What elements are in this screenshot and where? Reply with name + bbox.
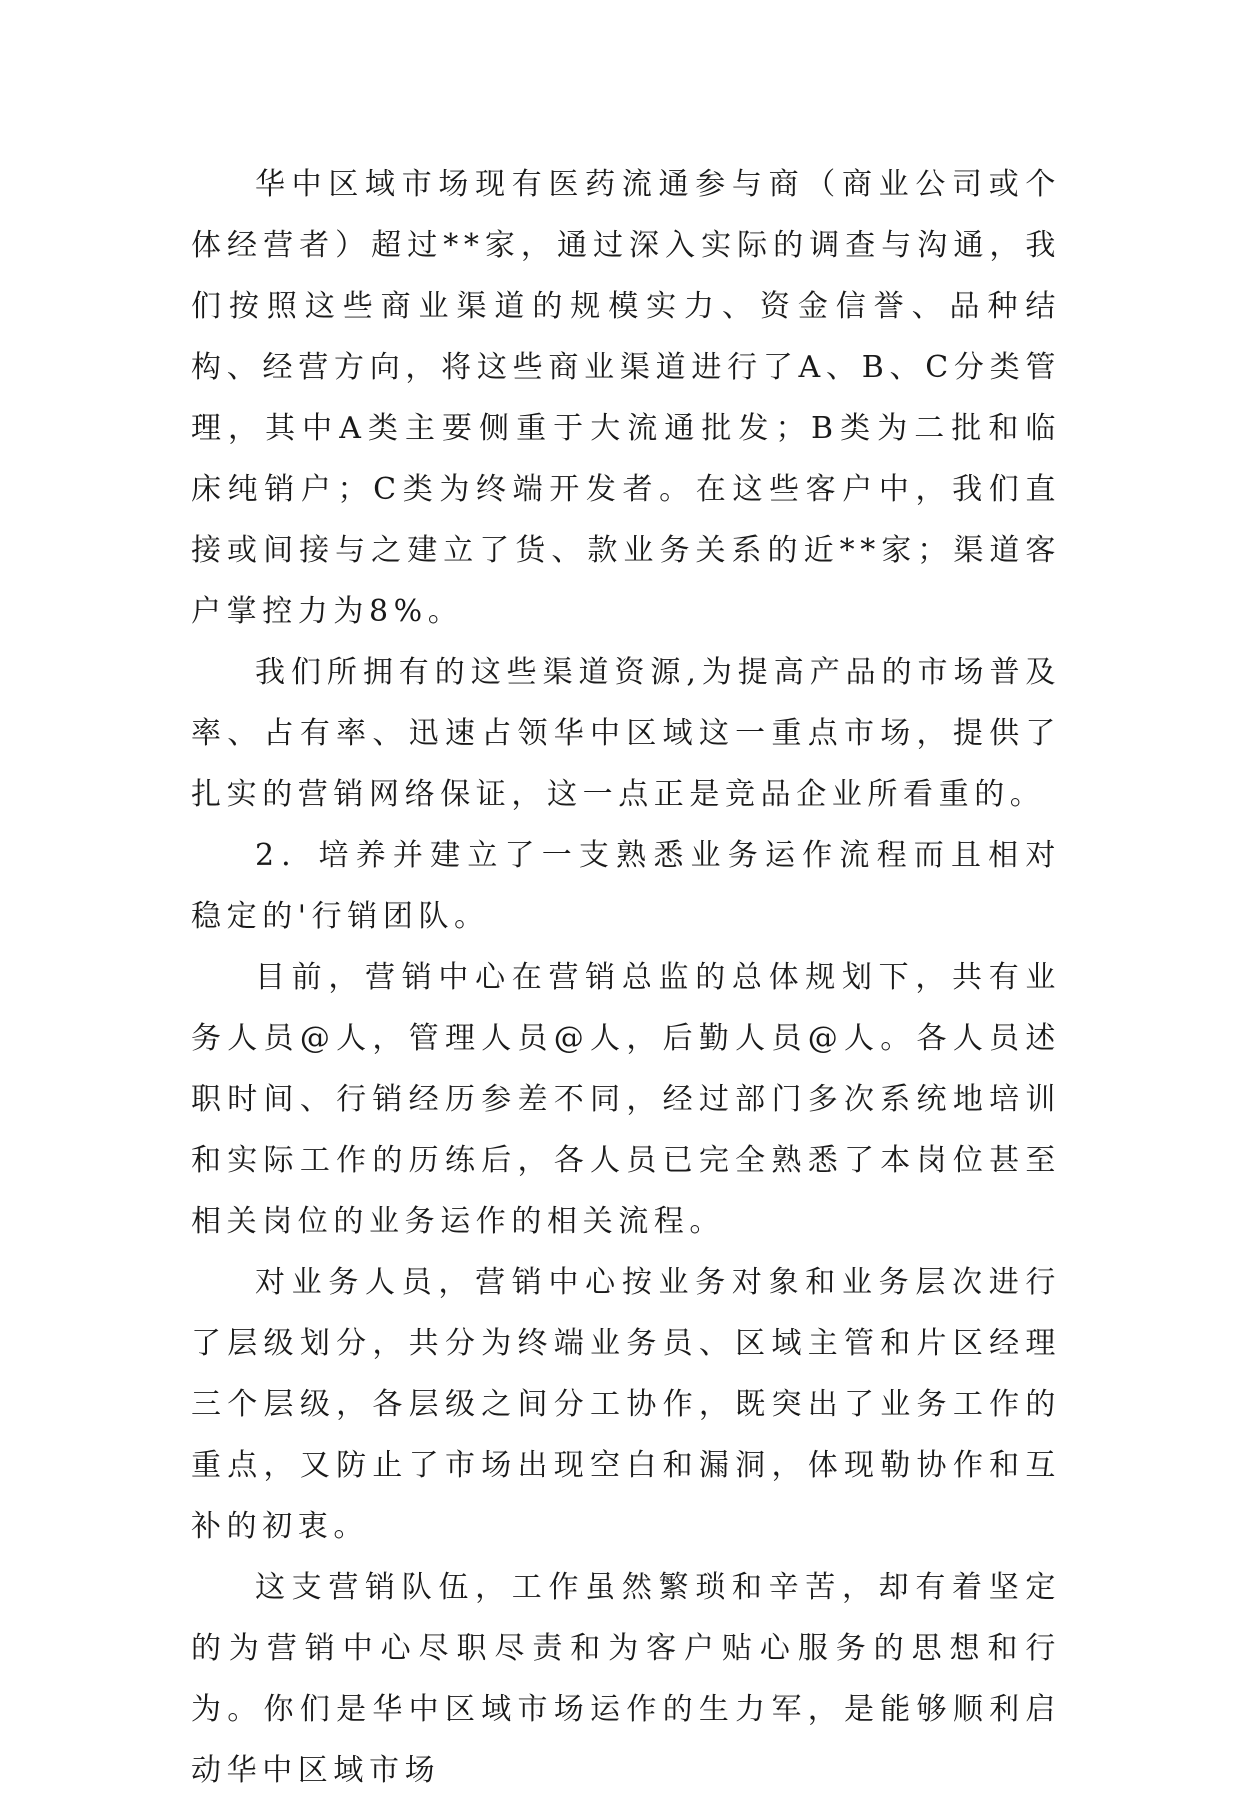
paragraph-team-spirit: 这支营销队伍，工作虽然繁琐和辛苦，却有着坚定的为营销中心尽职尽责和为客户贴心服务的思想和行为。你们是华中区域市场运作的生力军，是能够顺利启动华中区域市场 [191,1570,1061,1788]
paragraph-staff-hierarchy: 对业务人员，营销中心按业务对象和业务层次进行了层级划分，共分为终端业务员、区域主管和片区经理三个层级，各层级之间分工协作，既突出了业务工作的重点，又防止了市场出现空白和漏洞，体现勒协作和互补的初衷。 [191,1265,1061,1544]
paragraph-channel-partners: 华中区域市场现有医药流通参与商（商业公司或个体经营者）超过**家，通过深入实际的调查与沟通，我们按照这些商业渠道的规模实力、资金信誉、品种结构、经营方向，将这些商业渠道进行了A、B、C分类管理，其中A类主要侧重于大流通批发；B类为二批和临床纯销户；C类为终端开发者。在这些客户中，我们直接或间接与之建立了货、款业务关系的近**家；渠道客户掌控力为8%。 [191,167,1061,629]
paragraph-channel-resources: 我们所拥有的这些渠道资源,为提高产品的市场普及率、占有率、迅速占领华中区域这一重点市场，提供了扎实的营销网络保证，这一点正是竞品企业所看重的。 [191,655,1061,812]
document-body [191,154,1061,1801]
paragraph-sales-team-heading: 2．培养并建立了一支熟悉业务运作流程而且相对稳定的'行销团队。 [191,838,1061,934]
paragraph-staff-overview: 目前，营销中心在营销总监的总体规划下，共有业务人员@人，管理人员@人，后勤人员@人。各人员述职时间、行销经历参差不同，经过部门多次系统地培训和实际工作的历练后，各人员已完全熟悉了本岗位甚至相关岗位的业务运作的相关流程。 [191,960,1061,1239]
